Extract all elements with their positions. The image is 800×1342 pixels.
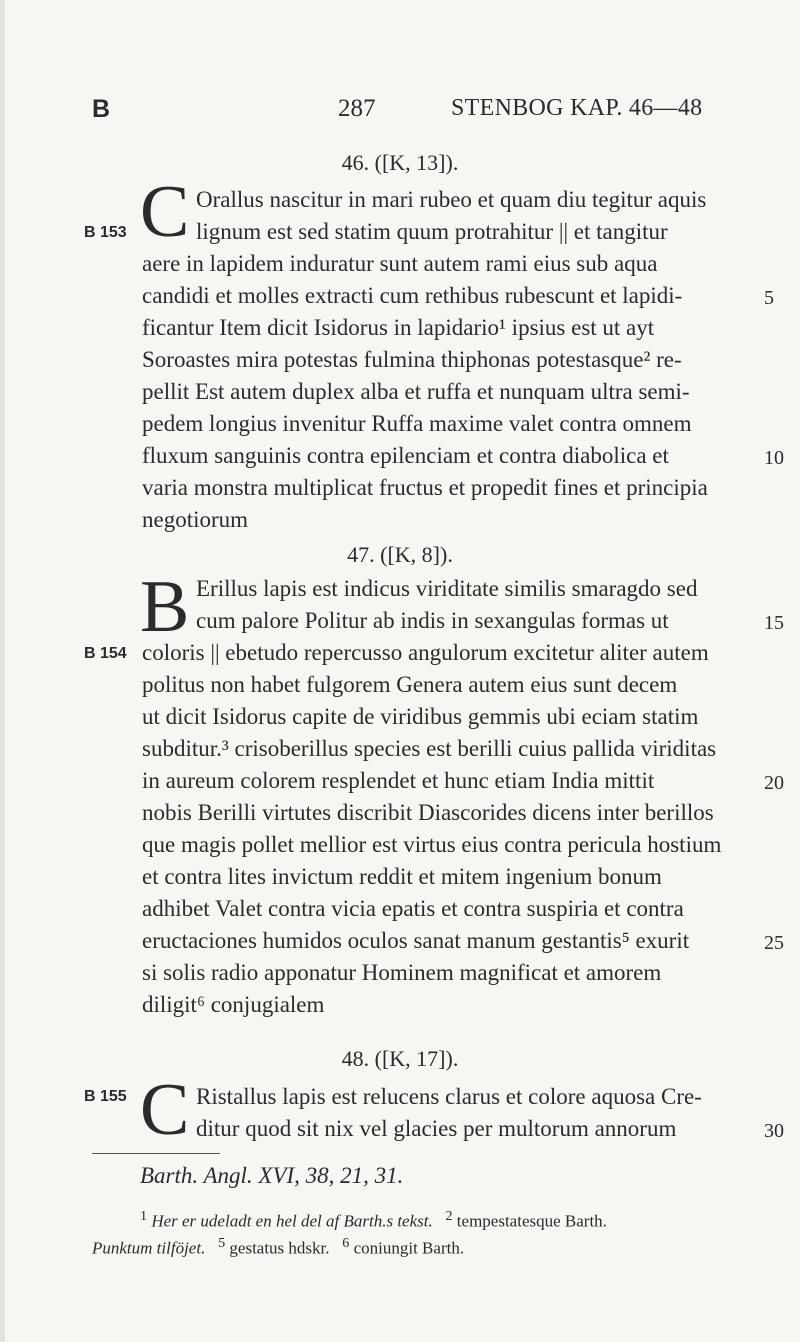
drop-cap-c: C (140, 171, 190, 253)
text-line: subditur.³ crisoberillus species est berilli cuius pallida viriditas (142, 736, 717, 761)
drop-cap-c-2: C (140, 1069, 190, 1151)
margin-ref-b155: B 155 (84, 1088, 127, 1105)
text-line: lignum est sed statim quum protrahitur || et tangitur (196, 219, 668, 244)
page-edge (0, 0, 5, 1342)
chapter-heading-46: 46. ([K, 13]). (341, 150, 459, 175)
text-line: aere in lapidem induratur sunt autem rami eius sub aqua (142, 251, 658, 276)
text-line: varia monstra multiplicat fructus et propedit fines et principia (142, 475, 708, 500)
text-line: negotiorum (142, 507, 249, 532)
line-number-15: 15 (764, 612, 784, 634)
footnote-marker: 5 (218, 1235, 226, 1251)
text-line: Ristallus lapis est relucens clarus et colore aquosa Cre- (196, 1084, 702, 1109)
text-line: si solis radio apponatur Hominem magnificat et amorem (142, 960, 662, 985)
text-line: candidi et molles extracti cum rethibus rubescunt et lapidi- (142, 283, 683, 308)
text-line: Orallus nascitur in mari rubeo et quam diu tegitur aquis (196, 187, 707, 212)
footnote-rule (92, 1153, 220, 1154)
text-line: coloris || ebetudo repercusso angulorum excitetur aliter autem (142, 640, 709, 665)
chapter-heading-48: 48. ([K, 17]). (341, 1046, 459, 1071)
line-number-10: 10 (764, 447, 784, 469)
text-line: Erillus lapis est indicus viriditate similis smaragdo sed (196, 576, 698, 601)
page-number: 287 (338, 95, 376, 122)
text-line: pellit Est autem duplex alba et ruffa et nunquam ultra semi- (142, 379, 690, 404)
line-number-25: 25 (764, 932, 784, 954)
text-line: nobis Berilli virtutes discribit Diascorides dicens inter berillos (142, 800, 714, 825)
footnote-text: coniungit Barth. (353, 1238, 465, 1258)
running-title: STENBOG KAP. 46—48 (451, 95, 703, 121)
footnote-line-1 (140, 1208, 607, 1232)
margin-ref-b154: B 154 (84, 645, 127, 662)
footnote-marker: 1 (140, 1208, 148, 1224)
text-line: Soroastes mira potestas fulmina thiphonas potestasque² re- (142, 347, 682, 372)
text-line: fluxum sanguinis contra epilenciam et contra diabolica et (142, 443, 669, 468)
line-number-30: 30 (764, 1120, 784, 1142)
text-line: que magis pollet mellior est virtus eius contra pericula hostium (142, 832, 722, 857)
chapter-heading-47: 47. ([K, 8]). (347, 542, 453, 567)
source-reference: Barth. Angl. XVI, 38, 21, 31. (140, 1163, 404, 1188)
header-letter: B (92, 95, 111, 123)
footnote-text: Her er udeladt en hel del af Barth.s tekst. (151, 1211, 433, 1231)
text-line: ditur quod sit nix vel glacies per multorum annorum (196, 1116, 677, 1141)
line-number-20: 20 (764, 772, 784, 794)
footnote-text: gestatus hdskr. (229, 1238, 330, 1258)
text-line: diligit⁶ conjugialem (142, 992, 325, 1017)
text-line: et contra lites invictum reddit et mitem ingenium bonum (142, 864, 662, 889)
text-line: in aureum colorem resplendet et hunc etiam India mittit (142, 768, 655, 793)
footnote-text: tempestatesque Barth. (456, 1211, 607, 1231)
text-line: cum palore Politur ab indis in sexangulas formas ut (196, 608, 669, 633)
footnote-line-2 (92, 1235, 464, 1259)
line-number-5: 5 (764, 287, 774, 309)
text-line: adhibet Valet contra vicia epatis et contra suspiria et contra (142, 896, 684, 921)
margin-ref-b153: B 153 (84, 224, 127, 241)
footnote-marker: 6 (342, 1235, 350, 1251)
text-line: ut dicit Isidorus capite de viridibus gemmis ubi eciam statim (142, 704, 699, 729)
text-line: ficantur Item dicit Isidorus in lapidario¹ ipsius est ut ayt (142, 315, 655, 340)
footnote-marker: 2 (445, 1208, 453, 1224)
drop-cap-b: B (140, 566, 190, 648)
footnote-text: Punktum tilföjet. (92, 1238, 206, 1258)
text-line: politus non habet fulgorem Genera autem eius sunt decem (142, 672, 678, 697)
text-line: eructaciones humidos oculos sanat manum gestantis⁵ exurit (142, 928, 690, 953)
text-line: pedem longius invenitur Ruffa maxime valet contra omnem (142, 411, 692, 436)
